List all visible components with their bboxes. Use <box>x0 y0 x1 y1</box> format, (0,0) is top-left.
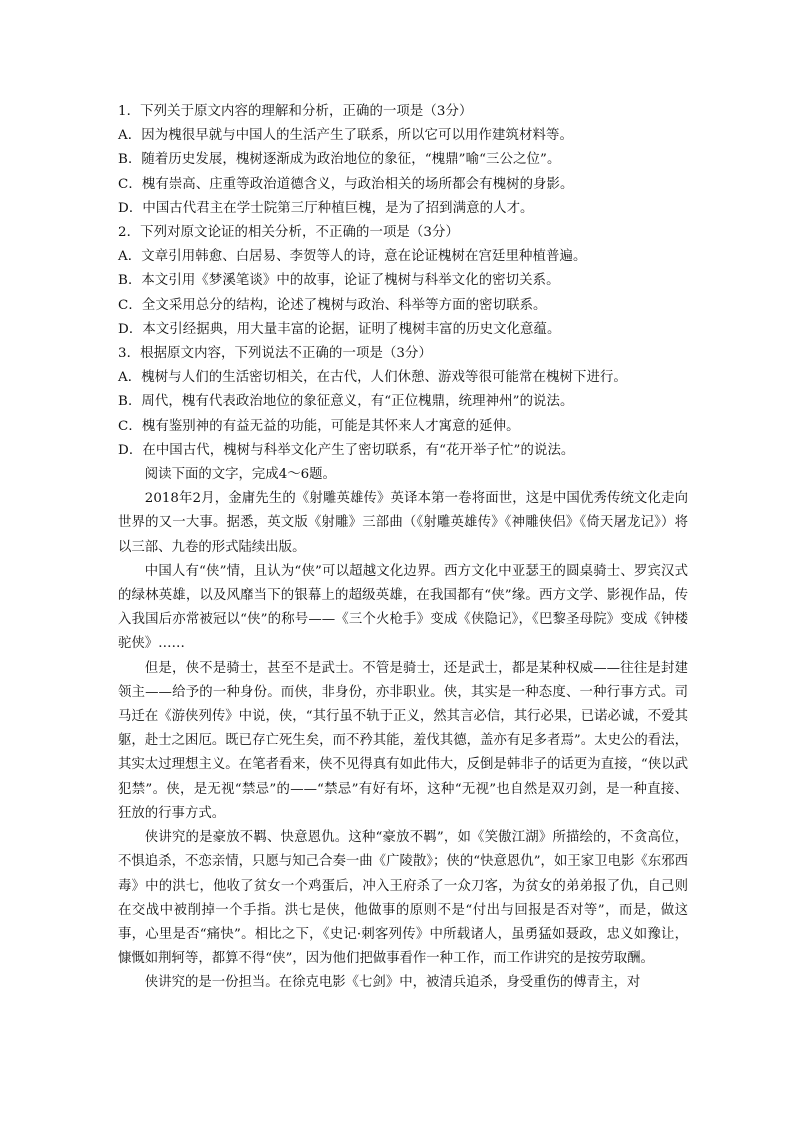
option-c: C．全文采用总分的结构，论述了槐树与政治、科举等方面的密切联系。 <box>118 297 547 313</box>
option-d: D．在中国古代，槐树与科举文化产生了密切联系，有“花开举子忙”的说法。 <box>118 442 575 458</box>
passage-paragraph-4: 侠讲究的是豪放不羁、快意恩仇。这种“豪放不羁”，如《笑傲江湖》所描绘的，不贪高位，不惧追杀，不恋亲情，只愿与知己合奏一曲《广陵散》；侠的“快意恩仇”，如王家卫电影《东邪西毒》中的洪七，他收了贫女一个鸡蛋后，冲入王府杀了一众刀客，为贫女的弟弟报了仇，自己则在交战中被削掉一个手指。洪七是侠，他做事的原则不是“付出与回报是否对等”，而是，做这事，心里是否“痛快”。相比之下，《史记·刺客列传》中所载诸人，虽勇猛如聂政，忠义如豫让，慷慨如荆轲等，都算不得“侠”，因为他们把做事看作一种工作，而工作讲究的是按劳取酬。 <box>118 830 688 967</box>
reading-instruction: 阅读下面的文字，完成4～6题。 <box>144 467 336 483</box>
question-title: 1．下列关于原文内容的理解和分析，正确的一项是（3分） <box>118 104 473 119</box>
question-title: 3．根据原文内容，下列说法不正确的一项是（3分） <box>118 346 433 362</box>
option-a: A．文章引用韩愈、白居易、李贺等人的诗，意在论证槐树在宫廷里种植普遍。 <box>118 249 587 265</box>
document-content <box>118 100 688 996</box>
option-a: A．槐树与人们的生活密切相关，在古代，人们休憩、游戏等很可能常在槐树下进行。 <box>118 370 627 386</box>
option-d: D．本文引经据典，用大量丰富的论据，证明了槐树丰富的历史文化意蕴。 <box>118 321 561 337</box>
option-b: B．随着历史发展，槐树逐渐成为政治地位的象征，“槐鼎”喻“三公之位”。 <box>118 152 561 168</box>
passage-paragraph-1: 2018年2月，金庸先生的《射雕英雄传》英译本第一卷将面世，这是中国优秀传统文化走向世界的又一大事。据悉，英文版《射雕》三部曲（《射雕英雄传》《神雕侠侣》《倚天屠龙记》）将以三部、九卷的形式陆续出版。 <box>118 491 688 555</box>
option-a: A．因为槐很早就与中国人的生活产生了联系，所以它可以用作建筑材料等。 <box>118 128 573 144</box>
option-b: B．本文引用《梦溪笔谈》中的故事，论证了槐树与科举文化的密切关系。 <box>118 273 560 289</box>
question-title: 2．下列对原文论证的相关分析，不正确的一项是（3分） <box>118 225 460 241</box>
question-1 <box>118 100 688 221</box>
question-3 <box>118 342 688 463</box>
question-2 <box>118 221 688 342</box>
option-c: C．槐有崇高、庄重等政治道德含义，与政治相关的场所都会有槐树的身影。 <box>118 176 574 192</box>
passage-paragraph-2: 中国人有“侠”情，且认为“侠”可以超越文化边界。西方文化中亚瑟王的圆桌骑士、罗宾汉式的绿林英雄，以及风靡当下的银幕上的超级英雄，在我国都有“侠”缘。西方文学、影视作品，传入我国后亦常被冠以“侠”的称号——《三个火枪手》变成《侠隐记》，《巴黎圣母院》变成《钟楼驼侠》…… <box>118 563 688 652</box>
option-c: C．槐有鉴别神的有益无益的功能，可能是其怀来人才寓意的延伸。 <box>118 418 520 434</box>
passage-paragraph-3: 但是，侠不是骑士，甚至不是武士。不管是骑士，还是武士，都是某种权威——往往是封建领主——给予的一种身份。而侠，非身份，亦非职业。侠，其实是一种态度、一种行事方式。司马迁在《游侠列传》中说，侠，“其行虽不轨于正义，然其言必信，其行必果，已诺必诚，不爱其躯，赴士之困厄。既已存亡死生矣，而不矜其能，羞伐其德，盖亦有足多者焉”。太史公的看法，其实太过理想主义。在笔者看来，侠不见得真有如此伟大，反倒是韩非子的话更为直接，“侠以武犯禁”。侠，是无视“禁忌”的——“禁忌”有好有坏，这种“无视”也自然是双刃剑，是一种直接、狂放的行事方式。 <box>118 660 688 821</box>
option-d: D．中国古代君主在学士院第三厅种植巨槐，是为了招到满意的人才。 <box>118 200 534 216</box>
passage-paragraph-5: 侠讲究的是一份担当。在徐克电影《七剑》中，被清兵追杀，身受重伤的傅青主，对 <box>144 975 641 991</box>
option-b: B．周代，槐有代表政治地位的象征意义，有“正位槐鼎，统理神州”的说法。 <box>118 394 574 410</box>
